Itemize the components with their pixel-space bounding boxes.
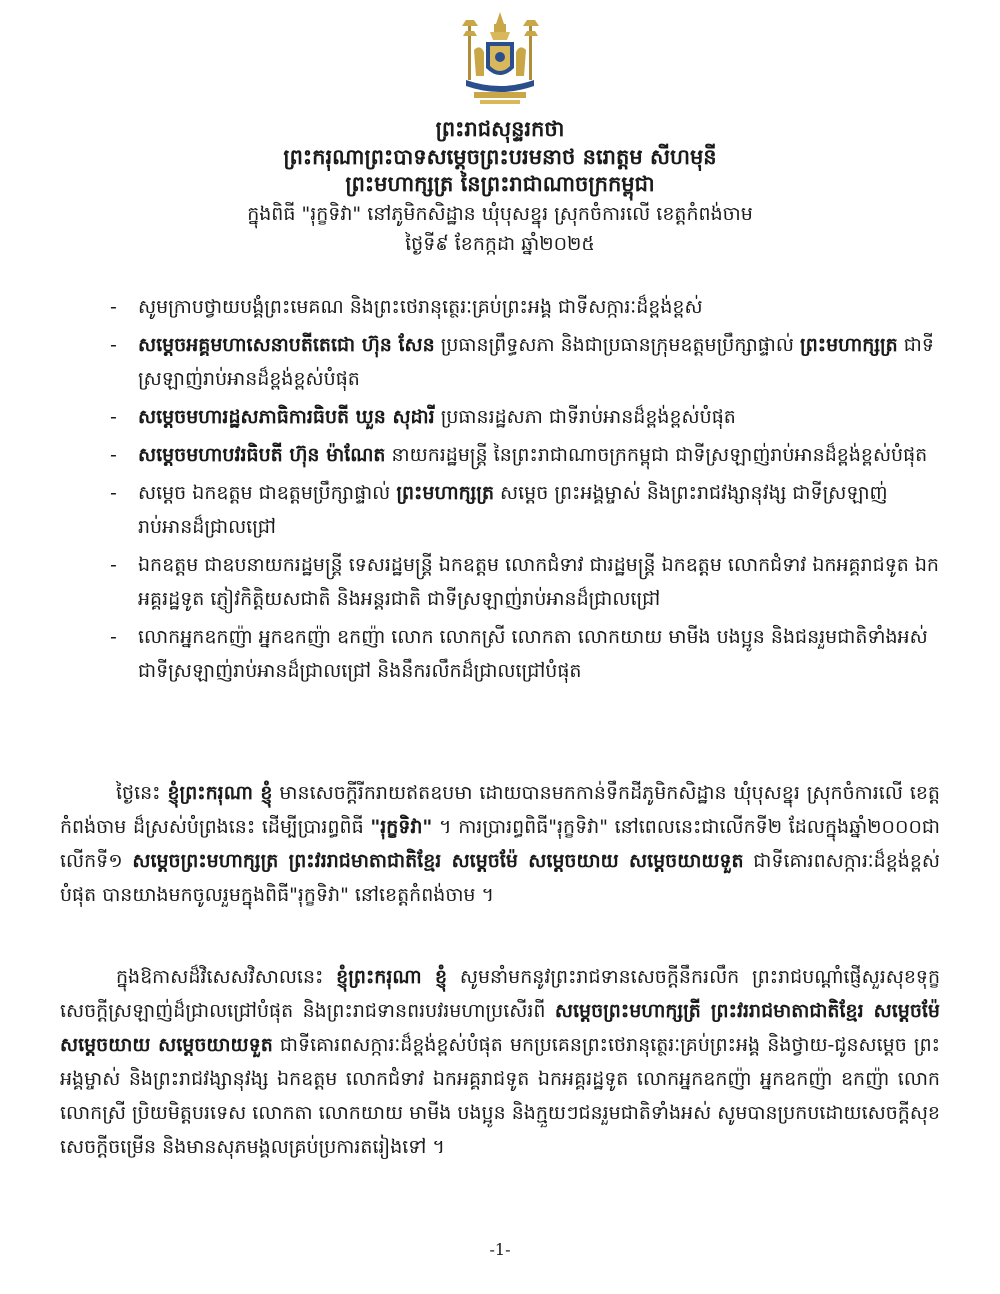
salutation-list xyxy=(110,290,940,692)
body-paragraph-2: ក្នុងឱកាសដ៏វិសេសវិសាលនេះ ខ្ញុំព្រះករុណា ខ្ញុំ សូមនាំមកនូវព្រះរាជទានសេចក្តីនឹករលឹក ព្រះរាជបណ្តាំផ្ញើសួរសុខទុក្ខ សេចក្តីស្រឡាញ់ដ៏ជ្រាលជ្រៅបំផុត និងព្រះរាជទានពរបវរមហាប្រសើរពី សម្តេចព្រះមហាក្សត្រី ព្រះវររាជមាតាជាតិខ្មែរ សម្តេចម៉ែ សម្តេចយាយ សម្តេចយាយទួត ជាទីគោរពសក្ការៈដ៏ខ្ពង់ខ្ពស់បំផុត មកប្រគេនព្រះថេរានុត្ថេរៈគ្រប់ព្រះអង្គ និងថ្វាយ-ជូនសម្តេច ព្រះអង្គម្ចាស់ និងព្រះរាជវង្សានុវង្ស ឯកឧត្តម លោកជំទាវ ឯកអគ្គរាជទូត ឯកអគ្គរដ្ឋទូត លោកអ្នកឧកញ៉ា អ្នកឧកញ៉ា ឧកញ៉ា លោក លោកស្រី ប្រិយមិត្តបរទេស លោកតា លោកយាយ មាមីង បងប្អូន និងក្មួយៗជនរួមជាតិទាំងអស់ សូមបានប្រកបដោយសេចក្តីសុខ សេចក្តីចម្រើន និងមានសុភមង្គលគ្រប់ប្រការតរៀងទៅ ។ xyxy=(60,966,941,1158)
salutation-item: - លោកអ្នកឧកញ៉ា អ្នកឧកញ៉ា ឧកញ៉ា លោក លោកស្រី លោកតា លោកយាយ មាមីង បងប្អូន និងជនរួមជាតិទាំងអស់ ជាទីស្រឡាញ់រាប់អានដ៏ជ្រាលជ្រៅ និងនឹករលឹកដ៏ជ្រាលជ្រៅបំផុត xyxy=(110,626,928,682)
salutation-item: - សម្តេចមហារដ្ឋសភាធិការធិបតី ឃួន សុដារី ប្រធានរដ្ឋសភា ជាទីរាប់អានដ៏ខ្ពង់ខ្ពស់បំផុត xyxy=(110,406,736,428)
event-location: ក្នុងពិធី "រុក្ខទិវា" នៅភូមិកសិដ្ឋាន ឃុំបុសខ្នុរ ស្រុកចំការលើ ខេត្តកំពង់ចាម xyxy=(247,203,753,225)
page-number: -1- xyxy=(489,1240,511,1259)
king-title: ព្រះករុណាព្រះបាទសម្តេចព្រះបរមនាថ នរោត្តម សីហមុនី xyxy=(283,145,717,169)
salutation-item: - សម្តេចអគ្គមហាសេនាបតីតេជោ ហ៊ុន សែន ប្រធានព្រឹទ្ធសភា និងជាប្រធានក្រុមឧត្តមប្រឹក្សាផ្ទាល់ ព្រះមហាក្សត្រ ជាទីស្រឡាញ់រាប់អានដ៏ខ្ពង់ខ្ពស់បំផុត xyxy=(110,334,934,390)
salutation-item: - សម្តេច ឯកឧត្តម ជាឧត្តមប្រឹក្សាផ្ទាល់ ព្រះមហាក្សត្រ សម្តេច ព្រះអង្គម្ចាស់ និងព្រះរាជវង្សានុវង្ស ជាទីស្រឡាញ់រាប់អានដ៏ជ្រាលជ្រៅ xyxy=(110,482,888,538)
speech-title: ព្រះរាជសុន្ទរកថា xyxy=(435,117,565,141)
kingdom-title: ព្រះមហាក្សត្រ នៃព្រះរាជាណាចក្រកម្ពុជា xyxy=(345,172,655,196)
salutation-item: - សូមក្រាបថ្វាយបង្គំព្រះមេគណ និងព្រះថេរានុត្ថេរៈគ្រប់ព្រះអង្គ ជាទីសក្ការៈដ៏ខ្ពង់ខ្ពស់ xyxy=(110,296,703,318)
royal-coat-of-arms-emblem xyxy=(452,10,548,110)
salutation-item: - ឯកឧត្តម ជាឧបនាយករដ្ឋមន្ត្រី ទេសរដ្ឋមន្ត្រី ឯកឧត្តម លោកជំទាវ ជារដ្ឋមន្ត្រី ឯកឧត្តម លោកជំទាវ ឯកអគ្គរាជទូត ឯកអគ្គរដ្ឋទូត ភ្ញៀវកិត្តិយសជាតិ និងអន្តរជាតិ ជាទីស្រឡាញ់រាប់អានដ៏ជ្រាលជ្រៅ xyxy=(110,554,939,610)
event-date: ថ្ងៃទី៩ ខែកក្កដា ឆ្នាំ២០២៥ xyxy=(405,233,595,255)
body-paragraph-1: ថ្ងៃនេះ ខ្ញុំព្រះករុណា ខ្ញុំ មានសេចក្តីរីករាយឥតឧបមា ដោយបានមកកាន់ទឹកដីភូមិកសិដ្ឋាន ឃុំបុសខ្នុរ ស្រុកចំការលើ ខេត្តកំពង់ចាម ដ៏ស្រស់បំព្រងនេះ ដើម្បីប្រារព្ធពិធី "រុក្ខទិវា" ។ ការប្រារព្ធពិធី"រុក្ខទិវា" នៅពេលនេះជាលើកទី២ ដែលក្នុងឆ្នាំ២០០០ជាលើកទី១ សម្តេចព្រះមហាក្សត្រ ព្រះវររាជមាតាជាតិខ្មែរ សម្តេចម៉ែ សម្តេចយាយ សម្តេចយាយទួត ជាទីគោរពសក្ការៈដ៏ខ្ពង់ខ្ពស់បំផុត បានយាងមកចូលរួមក្នុងពិធី"រុក្ខទិវា" នៅខេត្តកំពង់ចាម ។ xyxy=(60,782,940,906)
salutation-item: - សម្តេចមហាបវរធិបតី ហ៊ុន ម៉ាណែត នាយករដ្ឋមន្ត្រី នៃព្រះរាជាណាចក្រកម្ពុជា ជាទីស្រឡាញ់រាប់អានដ៏ខ្ពង់ខ្ពស់បំផុត xyxy=(110,444,928,466)
